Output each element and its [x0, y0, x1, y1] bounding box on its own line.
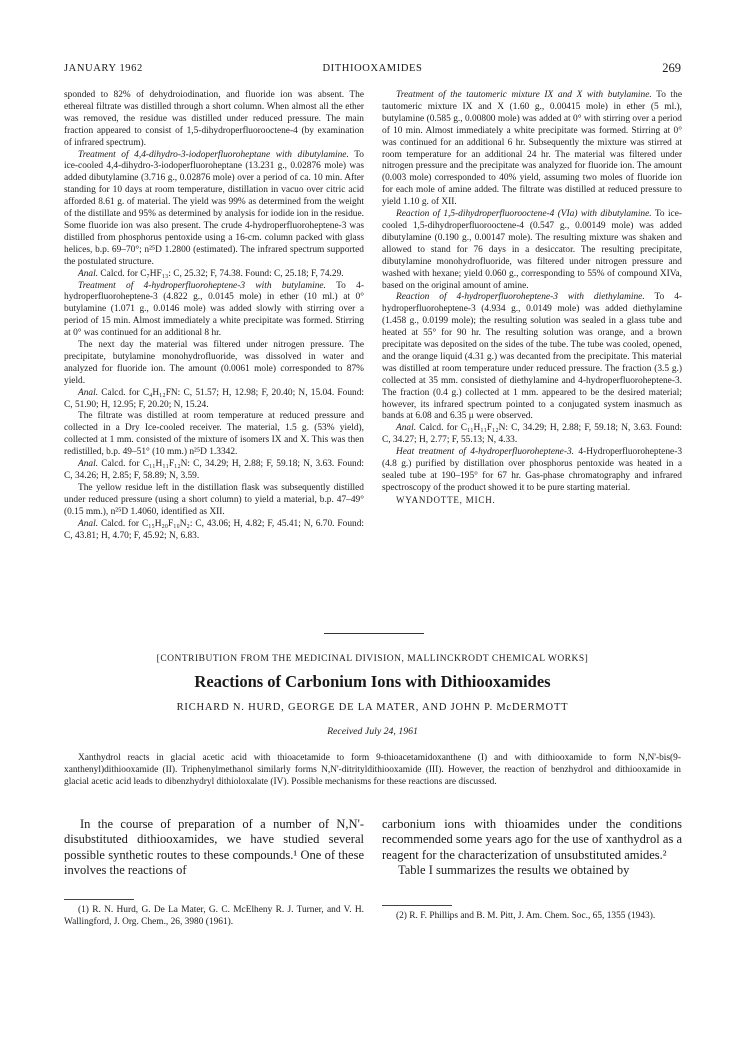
article-title: Reactions of Carbonium Ions with Dithiooxamides [194, 672, 551, 691]
section-divider [324, 633, 424, 634]
experimental-left-column [64, 90, 364, 542]
paragraph: Anal. Calcd. for C₁₁H₁₁F₁₂N: C, 34.29; H, 2.88; F, 59.18; N, 3.63. Found: C, 34.26; H, 2.85; F, 58.89; N, 3.59. [64, 459, 364, 481]
author-location: WYANDOTTE, MICH. [396, 494, 496, 505]
experimental-right-column [382, 90, 682, 507]
paragraph: The next day the material was filtered under nitrogen pressure. The precipitate, butylamine monohydrofluoride, was dissolved in water and analyzed for fluoride ion. The amount (0.0061 mole) corresponded to 87% yield. [64, 340, 364, 386]
footnote-2: (2) R. F. Phillips and B. M. Pitt, J. Am. Chem. Soc., 65, 1355 (1943). [396, 911, 656, 921]
body-left-column [64, 817, 364, 879]
page-number: 269 [662, 61, 681, 75]
paragraph: Anal. Calcd. for C₁₅H₂₀F₁₀N₂: C, 43.06; H, 4.82; F, 45.41; N, 6.70. Found: C, 43.81; H, 4.70; F, 45.92; N, 6.83. [64, 518, 364, 541]
abstract: Xanthydrol reacts in glacial acetic acid with thioacetamide to form 9-thioacetamidoxanthene (I) and with dithiooxamide to form N,N'-bis(9-xanthenyl)dithiooxamide (II). Triphenylmethanol similarly forms N,N'-ditrityldithiooxamide (III). However, the reaction of benzhydrol and dithiooxamide in glacial acetic acid leads to dibenzhydryl dithioloxalate (IV). Possible mechanisms for these reactions are discussed. [64, 753, 681, 787]
paragraph: Treatment of 4,4-dihydro-3-iodoperfluoroheptane with dibutylamine. To ice-cooled 4,4-dihydro-3-iodoperfluoroheptane (13.231 g., 0.02876 mole) was added dibutylamine (3.716 g., 0.02876 mole) over a period of ca. 10 min. After standing for 10 days at room temperature, distillation in vacuo over citric acid afforded 8.61 g. of material. The yield was 99% as determined from the weight of the distillate and 95% as determined by analysis for iodide ion in the residue. Some fluoride ion was also present. The crude 4-hydroperfluoroheptene-3 was distilled from phosphorus pentoxide using a 16-cm. column packed with glass helices, b.p. 69–70°; n²⁵D 1.2800 (estimated). The infrared spectrum supported the postulated structure. [64, 149, 364, 267]
received-date: Received July 24, 1961 [327, 726, 418, 737]
body-right-column [382, 817, 682, 879]
running-head-journal-section: DITHIOOXAMIDES [322, 63, 423, 74]
footnote-divider [382, 905, 452, 906]
paragraph: Anal. Calcd. for C₇HF₁₃: C, 25.32; F, 74.38. Found: C, 25.18; F, 74.29. [78, 268, 344, 279]
footnote-1: (1) R. N. Hurd, G. De La Mater, G. C. McElheny R. J. Turner, and V. H. Wallingford, J. Org. Chem., 26, 3980 (1961). [64, 905, 364, 927]
paragraph: The yellow residue left in the distillation flask was subsequently distilled under reduced pressure (using a short column) to yield a material, b.p. 47–49° (0.15 mm.), n²⁵D 1.4060, identified as XII. [64, 482, 364, 517]
paragraph: Reaction of 1,5-dihydroperfluorooctene-4 (VIa) with dibutylamine. To ice-cooled 1,5-dihydroperfluorooctene-4 (0.547 g., 0.00149 mole) was added dibutylamine (0.190 g., 0.00147 mole). The resulting mixture was shaken and allowed to stand for 76 days in a desiccator. The resulting precipitate, dibutylamine monohydrofluoride, was filtered under nitrogen pressure and washed with hexane; yield 0.060 g., corresponding to 55% of compound XIVa, based on the original amount of amine. [382, 209, 682, 291]
paragraph: sponded to 82% of dehydroiodination, and fluoride ion was absent. The ethereal filtrate was distilled through a short column. When almost all the ether was removed, the residue was distilled under reduced pressure. The main fraction appeared to consist of 1,5-dihydroperfluorooctene-4 (by examination of infrared spectrum). [64, 90, 364, 148]
article-authors: RICHARD N. HURD, GEORGE DE LA MATER, AND JOHN P. McDERMOTT [176, 702, 569, 713]
running-head-date: JANUARY 1962 [64, 63, 143, 74]
paragraph: Anal. Calcd. for C₁₁H₁₁F₁₂N: C, 34.29; H, 2.88; F, 59.18; N, 3.63. Found: C, 34.27; H, 2.77; F, 55.13; N, 4.33. [382, 423, 682, 446]
paragraph: Table I summarizes the results we obtained by [398, 863, 630, 878]
paragraph: Anal. Calcd. for C₄H₁₂FN: C, 51.57; H, 12.98; F, 20.40; N, 15.04. Found: C, 51.90; H, 12.95; F, 20.20; N, 15.24. [64, 387, 364, 410]
paragraph: Treatment of the tautomeric mixture IX and X with butylamine. To the tautomeric mixture IX and X (1.60 g., 0.00415 mole) in ether (5 ml.), butylamine (0.585 g., 0.00800 mole) was added at 0° with stirring over a period of 10 min. Almost immediately a white precipitate was formed. Stirring at 0° was continued for an additional 6 hr. Subsequently the mixture was stirred at room temperature for an additional 24 hr. The material was filtered under nitrogen pressure and the precipitate was analyzed for fluoride ion. The amount (0.003 mole) corresponded to 40% yield, assuming two moles of fluoride ion for each mole of amine added. The filtrate was distilled at reduced pressure to yield 1.10 g. of XII. [382, 90, 682, 208]
paragraph: Heat treatment of 4-hydroperfluoroheptene-3. 4-Hydroperfluoroheptene-3 (4.8 g.) purified by distillation over phosphorus pentoxide was heated in a sealed tube at 190–195° for 67 hr. Gas-phase chromatography and infrared spectroscopy of the product showed it to be pure starting material. [382, 447, 683, 493]
contribution-line: [CONTRIBUTION FROM THE MEDICINAL DIVISION, MALLINCKRODT CHEMICAL WORKS] [156, 654, 589, 664]
paragraph: The filtrate was distilled at room temperature at reduced pressure and collected in a Dry Ice-cooled receiver. The material, 1.5 g. (53% yield), collected at 1 mm. consisted of the mixture of isomers IX and X. This was then redistilled, b.p. 49–51° (10 mm.) n²⁵D 1.3342. [64, 411, 364, 458]
paragraph: carbonium ions with thioamides under the conditions recommended some years ago for the use of xanthydrol as a reagent for the characterization of unsubstituted amides.² [382, 817, 682, 862]
paragraph: In the course of preparation of a number of N,N'-disubstituted dithiooxamides, we have studied several possible synthetic routes to these compounds.¹ One of these involves the reactions of [64, 817, 364, 878]
footnote-divider [64, 899, 134, 900]
running-head [64, 63, 681, 77]
paragraph: Treatment of 4-hydroperfluoroheptene-3 with butylamine. To 4-hydroperfluoroheptene-3 (4.822 g., 0.0145 mole) in ether (10 ml.) at 0° butylamine (1.071 g., 0.0146 mole) was added slowly with stirring over a period of 15 min. Almost immediately a white precipitate was formed. Stirring at 0° was continued for an additional 8 hr. [64, 280, 364, 339]
paragraph: Reaction of 4-hydroperfluoroheptene-3 with diethylamine. To 4-hydroperfluoroheptene-3 (4.934 g., 0.0149 mole) was added diethylamine (1.458 g., 0.0199 mole); the resulting solution was sealed in a glass tube and heated at 55° for 90 hr. The resulting solution was orange, and a brown precipitate was deposited on the sides of the tube. The tube was cooled, opened, and the orange liquid (4.31 g.) was decanted from the precipitate. This material was distilled at room temperature under reduced pressure. The fraction (3.5 g.) collected at 35 mm. consisted of diethylamine and 4-hydroperfluoroheptene-3. The fraction (0.4 g.) collected at 1 mm. appeared to be the desired material; however, its infrared spectrum pointed to a conjugated system inasmuch as bands at 6.08 and 6.35 μ were observed. [382, 292, 683, 422]
